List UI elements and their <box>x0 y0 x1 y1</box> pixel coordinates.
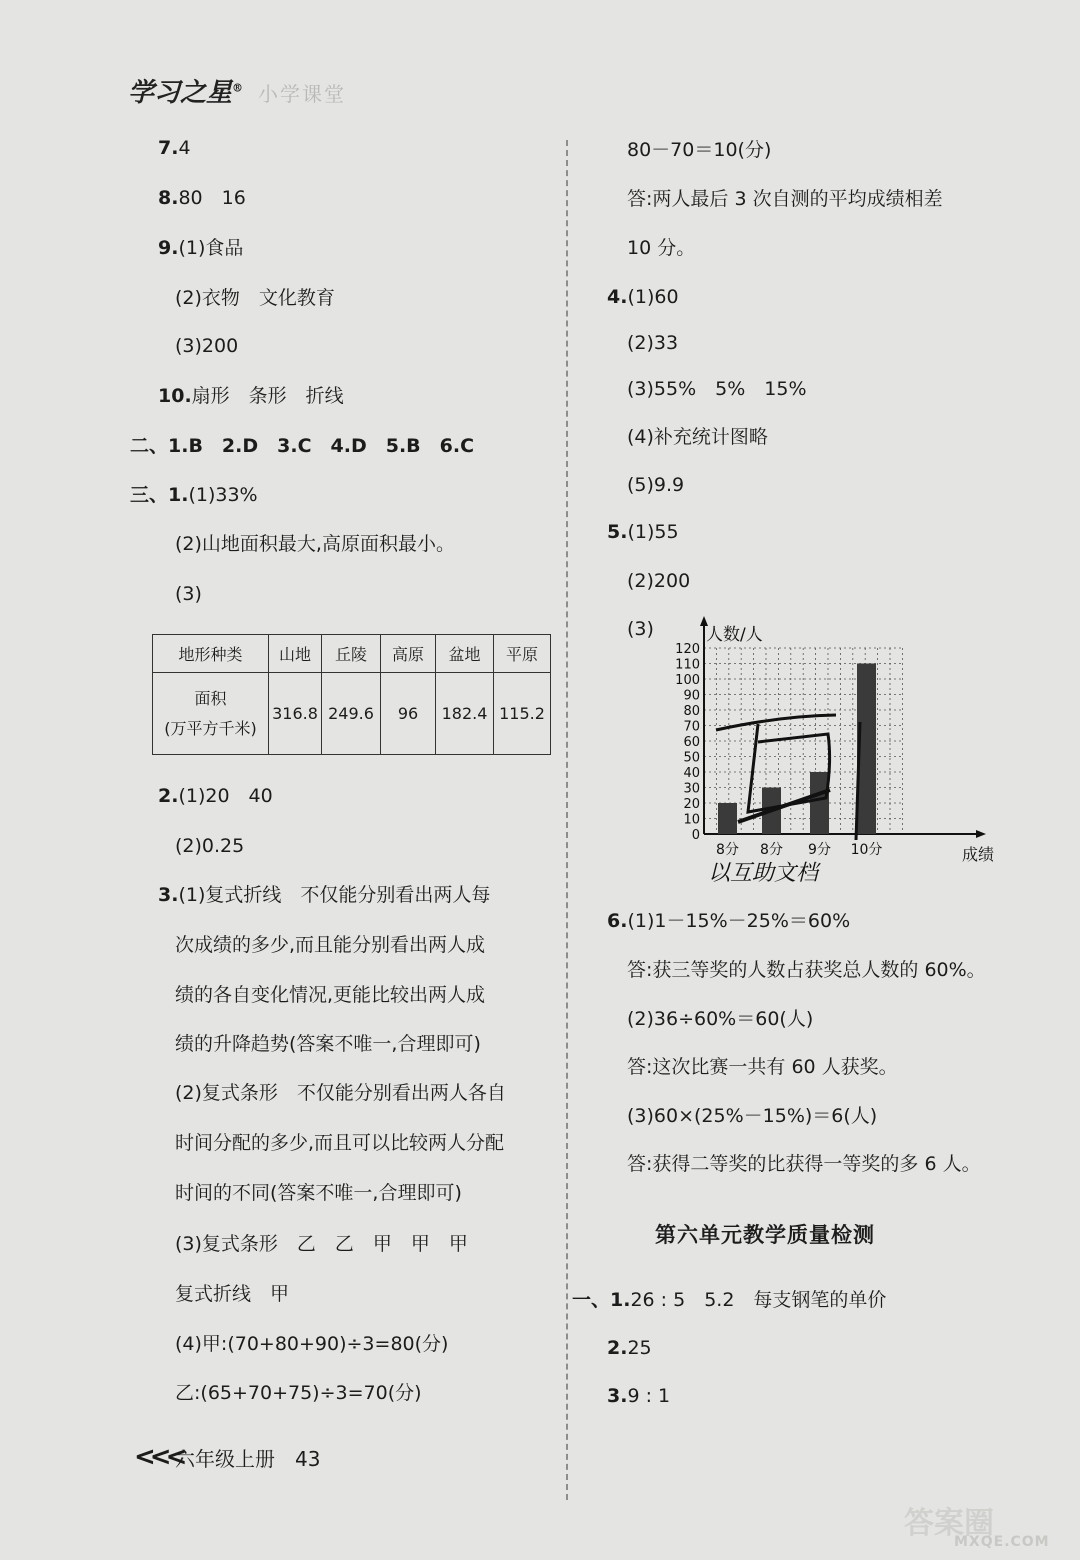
handwritten-scribble <box>716 715 836 730</box>
answer-text: (4)补充统计图略 <box>627 426 768 448</box>
table-header-cell: 地形种类 <box>153 635 269 673</box>
table-header-cell: 高原 <box>381 635 436 673</box>
table-cell: 249.6 <box>322 673 381 755</box>
left-line <box>175 983 485 1007</box>
answer-text: (1)20 40 <box>178 785 273 807</box>
section-title: 第六单元教学质量检测 <box>655 1223 875 1247</box>
left-line <box>158 784 273 808</box>
answer-text: (1)食品 <box>178 237 244 259</box>
answer-text: 复式折线 甲 <box>175 1283 290 1305</box>
question-number: 一、1. <box>572 1289 631 1311</box>
answer-text: (2)200 <box>627 570 691 592</box>
table-header-cell: 平原 <box>494 635 551 673</box>
answer-text: 10 分。 <box>627 237 696 259</box>
question-number: 10. <box>158 385 192 407</box>
answer-text: 25 <box>627 1337 652 1359</box>
y-tick-label: 40 <box>683 766 700 781</box>
answer-text: 时间的不同(答案不唯一,合理即可) <box>175 1182 462 1204</box>
score-bar-chart <box>660 612 995 890</box>
left-line <box>175 1081 506 1105</box>
answer-text: (1)33% <box>188 484 258 506</box>
bar <box>810 772 829 834</box>
answer-text: 时间分配的多少,而且可以比较两人分配 <box>175 1132 505 1154</box>
table-cell: 96 <box>381 673 436 755</box>
answer-text: 二、1.B 2.D 3.C 4.D 5.B 6.C <box>130 435 475 457</box>
question-number: 2. <box>607 1337 628 1359</box>
watermark-url: MXQE.COM <box>954 1534 1050 1550</box>
page-footer: 六年级上册 43 <box>175 1447 321 1471</box>
y-tick-label: 0 <box>691 828 700 843</box>
left-line <box>175 834 244 858</box>
left-line <box>130 434 474 458</box>
right-line <box>627 236 695 260</box>
answer-text: (2)山地面积最大,高原面积最小。 <box>175 533 455 555</box>
y-tick-label: 50 <box>683 750 700 766</box>
right-line <box>627 187 943 211</box>
answer-text: 答:获得二等奖的比获得一等奖的多 6 人。 <box>627 1153 981 1175</box>
left-line <box>158 136 191 160</box>
column-divider <box>566 140 568 1500</box>
right-line <box>607 1336 652 1360</box>
answer-text: (2)衣物 文化教育 <box>175 287 335 309</box>
answer-text: 答:两人最后 3 次自测的平均成绩相差 <box>627 188 943 210</box>
question-number: 三、1. <box>130 484 189 506</box>
answer-text: (2)复式条形 不仅能分别看出两人各自 <box>175 1082 506 1104</box>
answer-text: (3)200 <box>175 335 239 357</box>
answer-text: (2)0.25 <box>175 835 245 857</box>
y-tick-label: 120 <box>675 642 700 657</box>
left-line <box>175 1131 504 1155</box>
question-number: 4. <box>607 286 628 308</box>
y-tick-label: 100 <box>675 673 700 688</box>
left-line <box>175 286 335 310</box>
watermark-logo: 答案圈 <box>904 1506 994 1541</box>
question-number: 9. <box>158 237 179 259</box>
y-tick-label: 60 <box>683 735 700 750</box>
right-line <box>607 520 679 544</box>
answer-text: 26 : 5 5.2 每支钢笔的单价 <box>630 1289 887 1311</box>
left-line <box>158 883 490 907</box>
answer-text: 乙:(65+70+75)÷3=70(分) <box>175 1382 422 1404</box>
left-line <box>175 1332 448 1356</box>
table-cell: 316.8 <box>269 673 322 755</box>
left-line <box>158 384 344 408</box>
question-number: 2. <box>158 785 179 807</box>
answer-text: 80 16 <box>178 187 246 209</box>
left-line <box>175 1181 462 1205</box>
handwritten-scribble <box>748 724 830 812</box>
right-line <box>627 473 684 497</box>
table-row-label: 面积 (万平方千米) <box>153 673 269 755</box>
y-tick-label: 20 <box>683 797 700 812</box>
left-line <box>175 1232 468 1256</box>
y-tick-label: 10 <box>683 812 700 828</box>
answer-text: 答:这次比赛一共有 60 人获奖。 <box>627 1056 898 1078</box>
left-line <box>175 1381 422 1405</box>
y-axis-label: 人数/人 <box>706 625 763 645</box>
y-tick-label: 90 <box>683 688 700 704</box>
left-line <box>130 483 258 507</box>
right-line <box>607 1384 670 1408</box>
answer-text: 答:获三等奖的人数占获奖总人数的 60%。 <box>627 959 986 981</box>
right-line <box>627 1055 898 1079</box>
left-line <box>158 186 246 210</box>
brand-logo: 学习之星® <box>128 78 244 108</box>
y-tick-label: 30 <box>683 781 700 797</box>
right-line <box>607 285 679 309</box>
question-number: 3. <box>158 884 179 906</box>
left-line <box>175 582 202 606</box>
x-axis-arrow-icon <box>976 830 986 838</box>
question-number: 6. <box>607 910 628 932</box>
answer-text: (1)60 <box>627 286 679 308</box>
x-tick-label: 8分 <box>716 842 739 858</box>
answer-text: 绩的各自变化情况,更能比较出两人成 <box>175 984 486 1006</box>
table-header-cell: 山地 <box>269 635 322 673</box>
question-number: 3. <box>607 1385 628 1407</box>
left-line <box>175 334 238 358</box>
answer-text: (1)复式折线 不仅能分别看出两人每 <box>178 884 491 906</box>
y-tick-label: 70 <box>683 719 700 735</box>
x-tick-label: 9分 <box>808 842 831 858</box>
answer-text: (3) <box>627 618 654 640</box>
answer-text: 扇形 条形 折线 <box>191 385 344 407</box>
answer-text: (3)复式条形 乙 乙 甲 甲 甲 <box>175 1233 468 1255</box>
back-arrows-icon: <<< <box>134 1442 182 1472</box>
y-tick-label: 110 <box>675 657 700 673</box>
table-header-cell: 丘陵 <box>322 635 381 673</box>
answer-text: 80－70＝10(分) <box>627 139 772 161</box>
answer-text: (3)55% 5% 15% <box>627 378 807 400</box>
answer-text: (4)甲:(70+80+90)÷3=80(分) <box>175 1333 449 1355</box>
header-subtitle: 小学课堂 <box>258 82 346 106</box>
right-line <box>627 331 678 355</box>
left-line <box>175 1282 289 1306</box>
right-line <box>627 1104 877 1128</box>
right-line <box>627 377 807 401</box>
answer-text: (2)33 <box>627 332 679 354</box>
right-line <box>627 617 654 641</box>
left-line <box>175 532 455 556</box>
answer-text: (3) <box>175 583 202 605</box>
answer-text: (1)1－15%－25%＝60% <box>627 910 851 932</box>
right-line <box>572 1288 886 1312</box>
table-cell: 182.4 <box>436 673 494 755</box>
right-line <box>627 569 690 593</box>
right-line <box>627 1007 813 1031</box>
x-tick-label: 8分 <box>760 842 783 858</box>
handwritten-annotation: 以互助文档 <box>708 861 819 886</box>
answer-text: (2)36÷60%＝60(人) <box>627 1008 814 1030</box>
left-line <box>158 236 243 260</box>
answer-text: 次成绩的多少,而且能分别看出两人成 <box>175 934 486 956</box>
answer-text: (1)55 <box>627 521 679 543</box>
answer-text: 9 : 1 <box>627 1385 671 1407</box>
right-line <box>627 958 986 982</box>
left-line <box>175 1032 481 1056</box>
x-axis-label: 成绩 <box>962 845 995 864</box>
x-tick-label: 10分 <box>850 842 883 858</box>
left-line <box>175 933 485 957</box>
answer-text: 绩的升降趋势(答案不唯一,合理即可) <box>175 1033 481 1055</box>
question-number: 7. <box>158 137 179 159</box>
right-line <box>627 425 768 449</box>
y-tick-label: 80 <box>683 704 700 719</box>
bar <box>718 803 737 834</box>
terrain-area-table <box>152 634 551 755</box>
table-cell: 115.2 <box>494 673 551 755</box>
answer-text: 4 <box>178 137 191 159</box>
answer-text: (5)9.9 <box>627 474 685 496</box>
question-number: 5. <box>607 521 628 543</box>
right-line <box>607 909 850 933</box>
right-line <box>627 1152 981 1176</box>
table-header-cell: 盆地 <box>436 635 494 673</box>
answer-text: (3)60×(25%－15%)＝6(人) <box>627 1105 878 1127</box>
right-line <box>627 138 771 162</box>
question-number: 8. <box>158 187 179 209</box>
